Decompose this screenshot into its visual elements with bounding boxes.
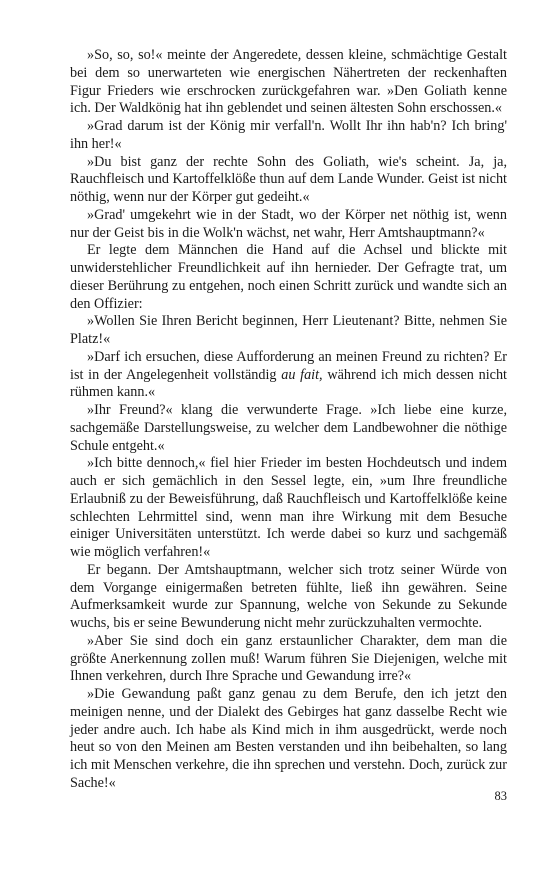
paragraph-9: »Ich bitte dennoch,« fiel hier Frieder im besten Hochdeutsch und indem auch er sich gemächlich in den Sessel legte, ein, »um Ihre freundliche Erlaubniß zu der Beweisführung, daß Rauchfleisch und Kartoffelklöße keine schlechten Lehrmittel sind, wenn man ihre Wirkung mit dem Besuche einiger Universitäten unterstützt. Ich werde dabei so kurz und sachgemäß wie möglich verfahren!« (70, 455, 507, 560)
paragraph-1: »So, so, so!« meinte der Angeredete, dessen kleine, schmächtige Gestalt bei dem so unerwarteten wie energischen Nähertreten der reckenhaften Figur Frieders wie erschrocken zurückgefahren war. »Den Goliath kenne ich. Der Waldkönig hat ihn geblendet und seinen ältesten Sohn erschossen.« (70, 47, 507, 117)
paragraph-7-after: während ich mich dessen nicht rühmen kann.« (70, 366, 507, 401)
paragraph-2: »Grad darum ist der König mir verfall'n. Wollt Ihr ihn hab'n? Ich bring' ihn her!« (70, 118, 507, 152)
paragraph-7 (70, 349, 507, 402)
paragraph-10: Er begann. Der Amtshauptmann, welcher sich trotz seiner Würde von dem Vorgange einigermaßen betreten fühlte, ließ ihn gewähren. Seine Aufmerksamkeit wurde zur Spannung, welche von Sekunde zu Sekunde wuchs, bis er seine Bewunderung nicht mehr zurückzuhalten vermochte. (70, 561, 507, 631)
page-body (70, 47, 507, 793)
paragraph-7-before: »Darf ich ersuchen, diese Aufforderung an meinen Freund zu richten? Er ist in der Angelegenheit vollständig (70, 348, 507, 383)
paragraph-11: »Aber Sie sind doch ein ganz erstaunlicher Charakter, dem man die größte Anerkennung zollen muß! Warum führen Sie Diejenigen, welche mit Ihnen verkehren, durch Ihre Sprache und Gewandung irre?« (70, 632, 507, 685)
page-number: 83 (494, 789, 507, 803)
italic-phrase: au fait, (281, 366, 323, 383)
paragraph-5: Er legte dem Männchen die Hand auf die Achsel und blickte mit unwiderstehlicher Freundlichkeit auf ihn hernieder. Der Gefragte trat, um dieser Berührung zu entgehen, noch einen Schritt zurück und wandte sich an den Offizier: (70, 242, 507, 312)
paragraph-8: »Ihr Freund?« klang die verwunderte Frage. »Ich liebe eine kurze, sachgemäße Darstellungsweise, zu welcher dem Landbewohner die nöthige Schule entgeht.« (70, 402, 507, 454)
paragraph-4: »Grad' umgekehrt wie in der Stadt, wo der Körper net nöthig ist, wenn nur der Geist bis in die Wolk'n wächst, net wahr, Herr Amtshauptmann?« (70, 206, 507, 241)
paragraph-3: »Du bist ganz der rechte Sohn des Goliath, wie's scheint. Ja, ja, Rauchfleisch und Kartoffelklöße thun auf dem Lande Wunder. Geist ist nicht nöthig, wenn nur der Körper gut gedeiht.« (70, 153, 507, 205)
paragraph-6: »Wollen Sie Ihren Bericht beginnen, Herr Lieutenant? Bitte, nehmen Sie Platz!« (70, 313, 507, 347)
paragraph-12: »Die Gewandung paßt ganz genau zu dem Berufe, den ich jetzt den meinigen nenne, und der Dialekt des Gebirges hat ganz dasselbe Recht wie jeder andre auch. Ich habe als Kind mich in ihm ausgedrückt, werde noch heut so von den Meinen am Besten verstanden und ihn beibehalten, so lang ich mit Menschen verkehre, die ihn sprechen und verstehn. Doch, zurück zur Sache!« (70, 686, 507, 791)
